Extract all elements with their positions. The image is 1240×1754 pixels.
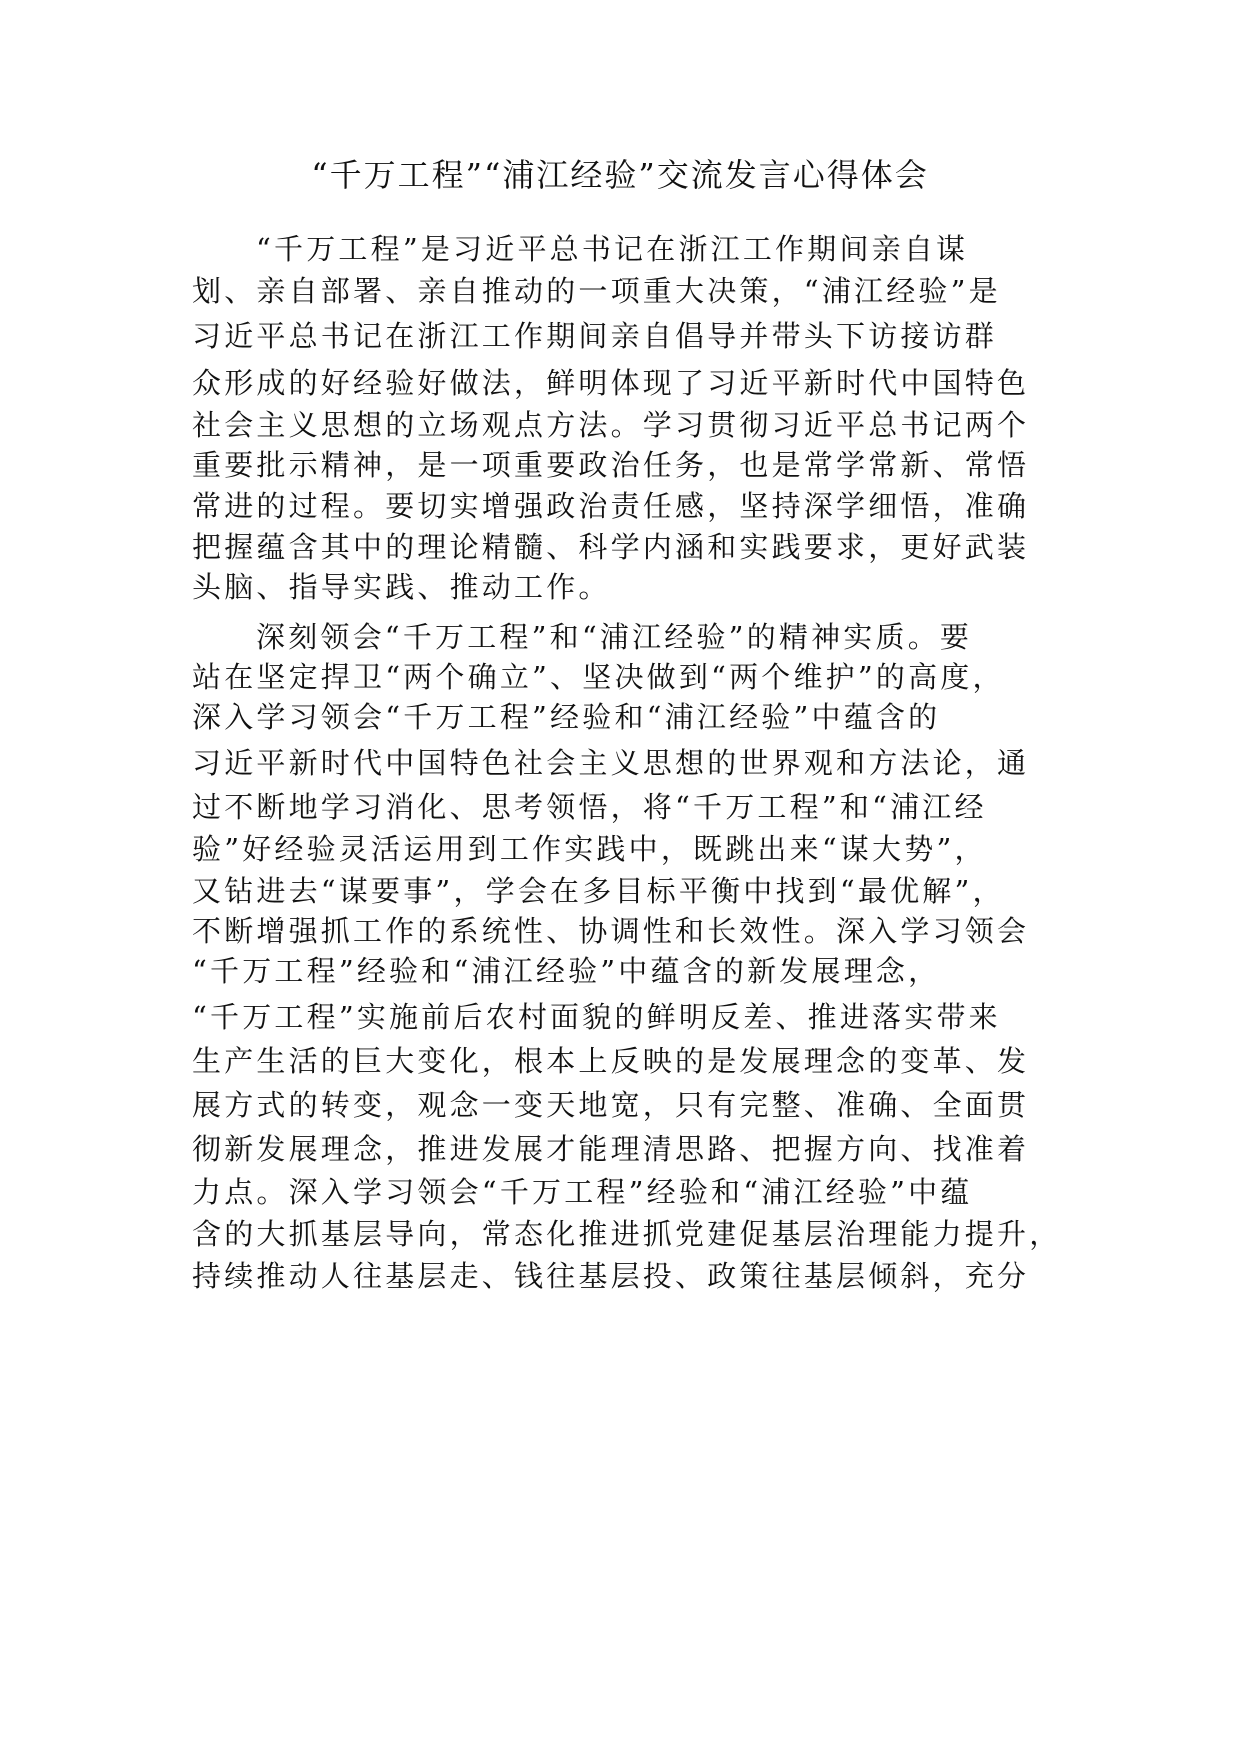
paragraph-1-line-4: 众形成的好经验好做法，鲜明体现了习近平新时代中国特色: [192, 366, 1030, 400]
paragraph-2-line-4: 习近平新时代中国特色社会主义思想的世界观和方法论，通: [192, 746, 1030, 780]
paragraph-1-line-3: 习近平总书记在浙江工作期间亲自倡导并带头下访接访群: [192, 319, 998, 353]
paragraph-1-line-2: 划、亲自部署、亲自推动的一项重大决策，“浦江经验”是: [192, 274, 1001, 308]
paragraph-2-line-9: “千万工程”经验和“浦江经验”中蕴含的新发展理念，: [192, 954, 941, 988]
paragraph-2-line-16: 持续推动人往基层走、钱往基层投、政策往基层倾斜，充分: [192, 1259, 1030, 1293]
paragraph-2-line-14: 力点。深入学习领会“千万工程”经验和“浦江经验”中蕴: [192, 1175, 973, 1209]
paragraph-2-line-13: 彻新发展理念，推进发展才能理清思路、把握方向、找准着: [192, 1132, 1030, 1166]
paragraph-2-line-12: 展方式的转变，观念一变天地宽，只有完整、准确、全面贯: [192, 1088, 1030, 1122]
paragraph-1-line-5: 社会主义思想的立场观点方法。学习贯彻习近平总书记两个: [192, 408, 1030, 442]
paragraph-2-line-3: 深入学习领会“千万工程”经验和“浦江经验”中蕴含的: [192, 700, 941, 734]
document-title: “千万工程”“浦江经验”交流发言心得体会: [311, 156, 929, 194]
paragraph-1-line-9: 头脑、指导实践、推动工作。: [192, 570, 611, 604]
paragraph-2-line-10: “千万工程”实施前后农村面貌的鲜明反差、推进落实带来: [192, 1000, 1001, 1034]
paragraph-1-line-1: “千万工程”是习近平总书记在浙江工作期间亲自谋: [256, 232, 969, 266]
paragraph-2-line-7: 又钻进去“谋要事”，学会在多目标平衡中找到“最优解”，: [192, 874, 1005, 908]
paragraph-2-line-15: 含的大抓基层导向，常态化推进抓党建促基层治理能力提升，: [192, 1217, 1062, 1251]
paragraph-1-line-7: 常进的过程。要切实增强政治责任感，坚持深学细悟，准确: [192, 489, 1030, 523]
paragraph-1-line-6: 重要批示精神，是一项重要政治任务，也是常学常新、常悟: [192, 448, 1030, 482]
paragraph-2-line-11: 生产生活的巨大变化，根本上反映的是发展理念的变革、发: [192, 1044, 1030, 1078]
paragraph-1-line-8: 把握蕴含其中的理论精髓、科学内涵和实践要求，更好武装: [192, 530, 1030, 564]
paragraph-2-line-1: 深刻领会“千万工程”和“浦江经验”的精神实质。要: [256, 620, 973, 654]
paragraph-2-line-2: 站在坚定捍卫“两个确立”、坚决做到“两个维护”的高度，: [192, 660, 1005, 694]
paragraph-2-line-8: 不断增强抓工作的系统性、协调性和长效性。深入学习领会: [192, 914, 1030, 948]
paragraph-2-line-6: 验”好经验灵活运用到工作实践中，既跳出来“谋大势”，: [192, 832, 987, 866]
paragraph-2-line-5: 过不断地学习消化、思考领悟，将“千万工程”和“浦江经: [192, 790, 987, 824]
